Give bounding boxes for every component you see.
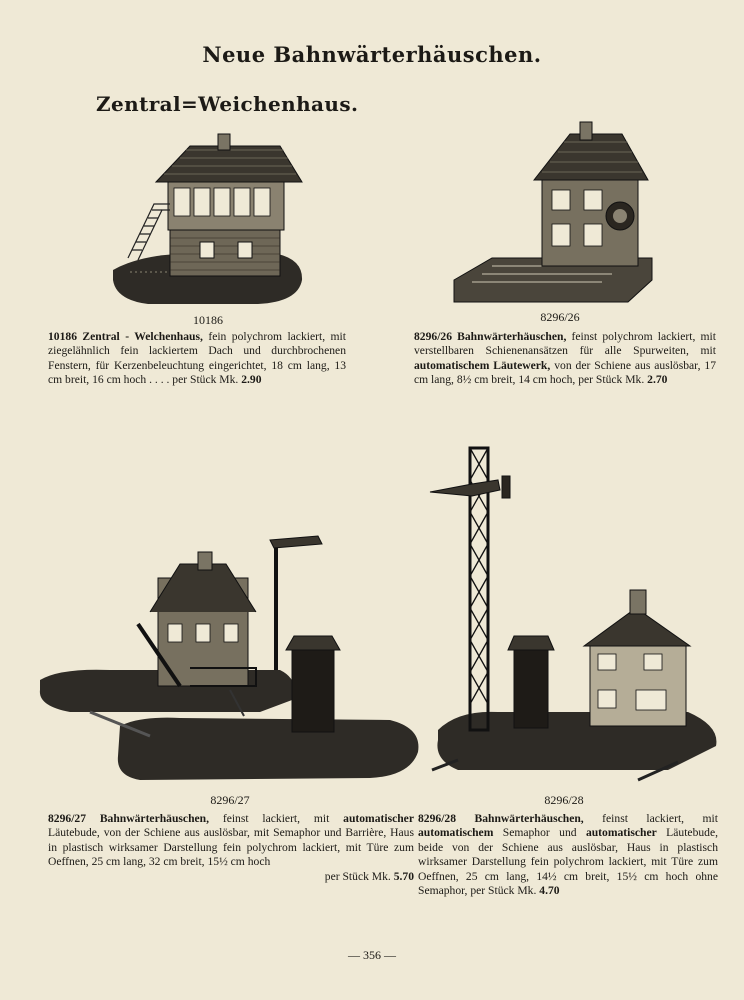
item-description (48, 812, 414, 884)
item-caption: 8296/26 (540, 310, 580, 324)
item-description (48, 330, 346, 388)
item-feature: automatischer (343, 812, 414, 825)
price: 2.70 (647, 373, 668, 387)
item-name: Zentral - Welchenhaus, (82, 330, 203, 343)
item-feature: automatischer (585, 826, 657, 840)
page-number: — 356 — (348, 948, 396, 962)
item-text: Semaphor und (502, 826, 577, 840)
item-caption: 8296/28 (544, 793, 584, 807)
item-text: fein polychrom lackiert, mit ziegelähnlich fein lackiertem Dach und durchbrochenen Fenstern, für Kerzenbeleuchtung eingerichtet, 18 cm lang, 13 cm breit, 16 cm hoch (48, 330, 346, 387)
item-number: 8296/27 (48, 812, 87, 825)
item-feature: automatischem (418, 826, 494, 840)
item-feature: automatischem Läutewerk, (414, 358, 551, 372)
watchman-hut-illustration (452, 120, 662, 305)
item-description (418, 812, 718, 898)
price-label: per Stück Mk. (578, 373, 645, 387)
item-text: feinst lackiert, mit (222, 812, 330, 825)
price-label: . . . . per Stück Mk. (149, 373, 239, 387)
price: 4.70 (539, 884, 560, 898)
crossing-hut-illustration (30, 520, 425, 790)
price-line (48, 870, 414, 884)
item-description (414, 330, 716, 388)
price: 2.90 (241, 373, 262, 387)
item-name: Bahnwärterhäuschen, (457, 330, 567, 343)
page-title: Neue Bahnwärterhäuschen. (202, 42, 542, 67)
price-label: per Stück Mk. (324, 869, 391, 883)
item-caption: 8296/27 (210, 793, 250, 807)
price: 5.70 (393, 869, 414, 883)
section-title: Zentral=Weichenhaus. (96, 92, 359, 116)
item-text: von der Schiene aus auslösbar, 17 cm lang, 8½ cm breit, 14 cm hoch, (414, 358, 716, 387)
item-name: Bahnwärterhäuschen, (99, 812, 210, 825)
price-label: per Stück Mk. (470, 884, 537, 898)
item-text: Läutebude, beide von der Schiene aus auslösbar, Haus in plastisch wirksamer Darstellung fein polychrom lackiert, mit Türe zum Oeffnen, 25 cm lang, 14½ cm breit, 15½ cm hoch ohne Semaphor, (418, 826, 718, 898)
item-number: 10186 (48, 330, 77, 343)
item-number: 8296/28 (418, 812, 457, 825)
semaphor-hut-illustration (428, 440, 723, 785)
item-text: feinst lackiert, mit (602, 812, 718, 825)
item-text: feinst polychrom lackiert, mit verstellbaren Schienenansätzen für alle Spurweiten, mit (414, 330, 716, 358)
item-text: Läutebude, von der Schiene aus auslösbar, mit Semaphor und Barrière, Haus in plastisch wirksamer Darstellung fein polychrom lackiert, mit Türe zum Oeffnen, 25 cm lang, 32 cm breit, 15½ cm hoch (48, 826, 414, 869)
item-number: 8296/26 (414, 330, 453, 343)
item-caption: 10186 (193, 313, 223, 327)
item-name: Bahnwärterhäuschen, (474, 812, 584, 825)
signal-tower-illustration (108, 130, 308, 310)
